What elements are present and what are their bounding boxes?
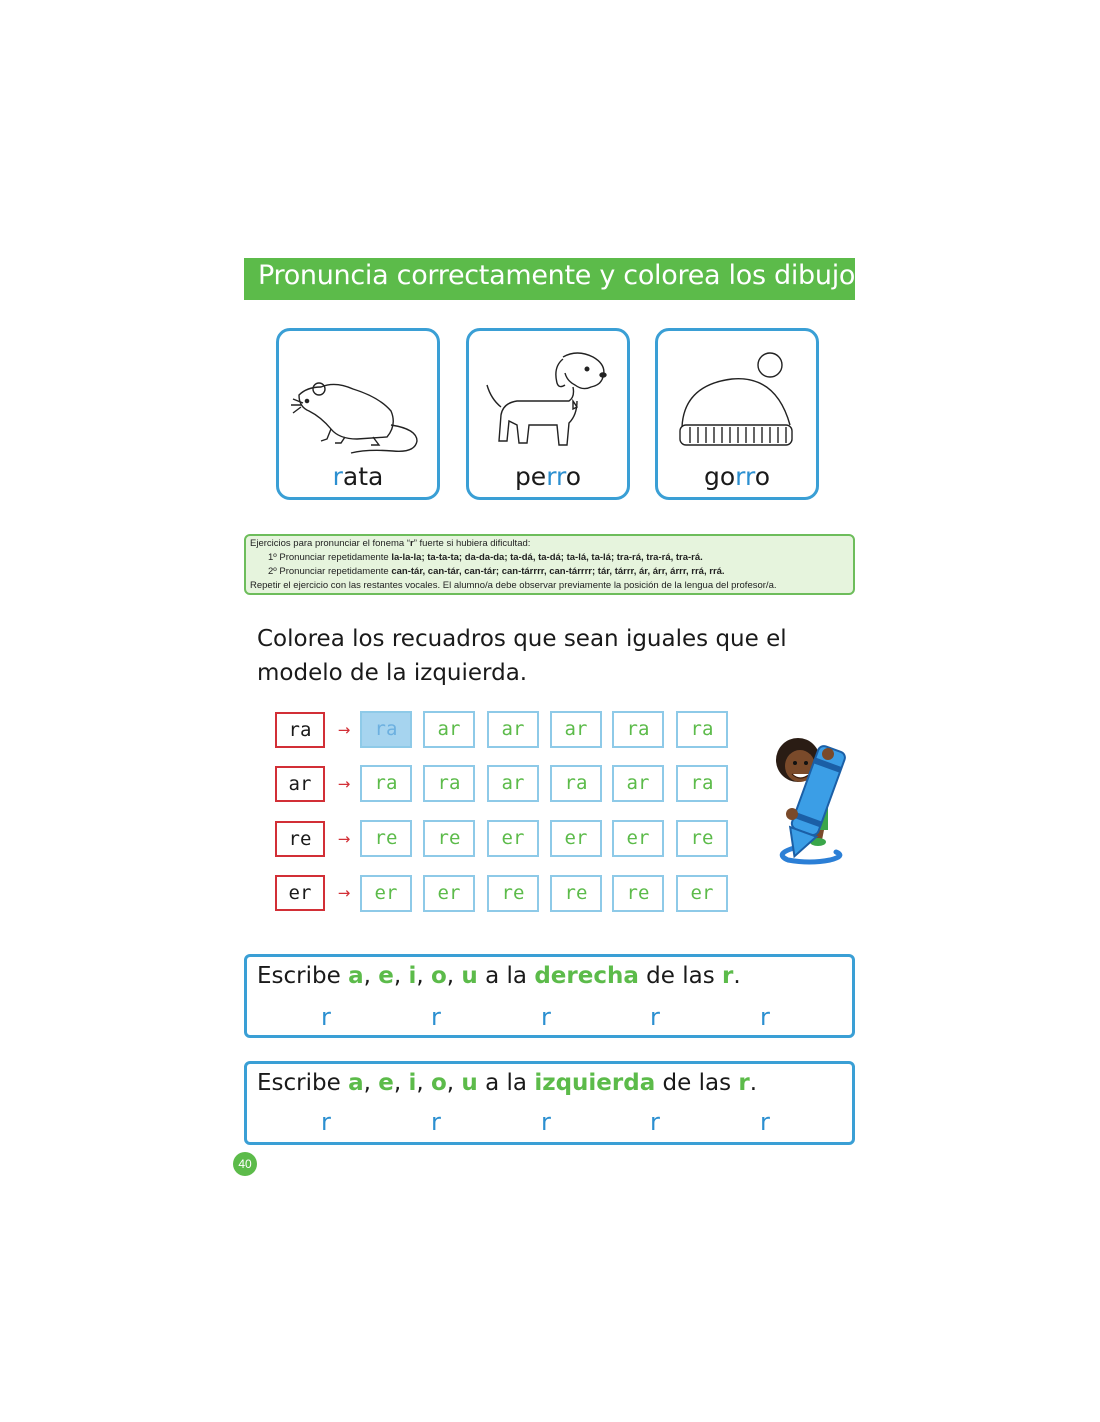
option-box[interactable]: ra — [550, 765, 602, 802]
model-box: ar — [275, 766, 325, 802]
word-rata: rata — [332, 462, 384, 491]
arrow-icon: → — [337, 775, 351, 793]
teacher-note — [244, 534, 855, 595]
write-left-exercise — [244, 1061, 855, 1145]
option-box[interactable]: re — [676, 820, 728, 857]
letter-r-slot[interactable]: r — [321, 1003, 331, 1031]
option-box[interactable]: er — [423, 875, 475, 912]
letter-r-slot[interactable]: r — [650, 1003, 660, 1031]
card-rata — [276, 328, 440, 500]
page-title: Pronuncia correctamente y colorea los dibujos — [258, 260, 869, 291]
letter-r-slot[interactable]: r — [760, 1003, 770, 1031]
option-box[interactable]: ra — [423, 765, 475, 802]
write-right-exercise — [244, 954, 855, 1038]
option-box[interactable]: re — [360, 820, 412, 857]
model-box: ra — [275, 712, 325, 748]
option-box[interactable]: ra — [676, 765, 728, 802]
option-box[interactable]: ra — [676, 711, 728, 748]
letter-r-slot[interactable]: r — [321, 1108, 331, 1136]
note-line-3: 2º Pronunciar repetidamente can-tár, can-tár, can-tár; can-tárrrr, can-tárrrr; tár, tárrr, ár, árr, árrr, rrá, rrá. — [268, 566, 725, 577]
option-box[interactable]: er — [550, 820, 602, 857]
option-box[interactable]: er — [676, 875, 728, 912]
letter-r-slot[interactable]: r — [650, 1108, 660, 1136]
word-gorro: gorro — [703, 462, 771, 491]
word-perro: perro — [514, 462, 582, 491]
kid-with-crayon-illustration — [770, 736, 852, 866]
note-line-2: 1º Pronunciar repetidamente la-la-la; ta-ta-ta; da-da-da; ta-dá, ta-dá; ta-lá, ta-lá; tra-rá, tra-rá, tra-rá. — [268, 552, 703, 563]
note-line-1: Ejercicios para pronunciar el fonema “r” fuerte si hubiera dificultad: — [250, 538, 531, 549]
write-left-instruction: Escribe a, e, i, o, u a la izquierda de las r. — [257, 1070, 758, 1096]
option-box[interactable]: ra — [360, 765, 412, 802]
dog-illustration — [477, 345, 617, 457]
letter-r-slot[interactable]: r — [431, 1003, 441, 1031]
letter-r-slot[interactable]: r — [431, 1108, 441, 1136]
option-box[interactable]: ar — [550, 711, 602, 748]
hat-illustration — [666, 345, 806, 457]
arrow-icon: → — [337, 884, 351, 902]
arrow-icon: → — [337, 830, 351, 848]
arrow-icon: → — [337, 721, 351, 739]
option-box[interactable]: er — [612, 820, 664, 857]
card-perro — [466, 328, 630, 500]
option-box[interactable]: er — [360, 875, 412, 912]
option-box[interactable]: re — [550, 875, 602, 912]
title-banner — [244, 258, 869, 300]
letter-r-slot[interactable]: r — [760, 1108, 770, 1136]
model-box: er — [275, 875, 325, 911]
letter-r-slot[interactable]: r — [541, 1003, 551, 1031]
option-box[interactable]: ra — [612, 711, 664, 748]
option-box[interactable]: re — [612, 875, 664, 912]
letter-r-slot[interactable]: r — [541, 1108, 551, 1136]
matching-instruction: Colorea los recuadros que sean iguales que el modelo de la izquierda. — [257, 626, 787, 686]
option-box[interactable]: ar — [487, 711, 539, 748]
note-line-4: Repetir el ejercicio con las restantes vocales. El alumno/a debe observar previamente la posición de la lengua del profesor/a. — [250, 580, 777, 591]
option-box[interactable]: ar — [423, 711, 475, 748]
write-right-instruction: Escribe a, e, i, o, u a la derecha de las r. — [257, 963, 741, 989]
page-number: 40 — [233, 1152, 257, 1176]
option-box[interactable]: ar — [487, 765, 539, 802]
option-box[interactable]: ra — [360, 711, 412, 748]
card-gorro — [655, 328, 819, 500]
option-box[interactable]: re — [487, 875, 539, 912]
option-box[interactable]: re — [423, 820, 475, 857]
model-box: re — [275, 821, 325, 857]
option-box[interactable]: er — [487, 820, 539, 857]
rat-illustration — [287, 345, 427, 455]
option-box[interactable]: ar — [612, 765, 664, 802]
